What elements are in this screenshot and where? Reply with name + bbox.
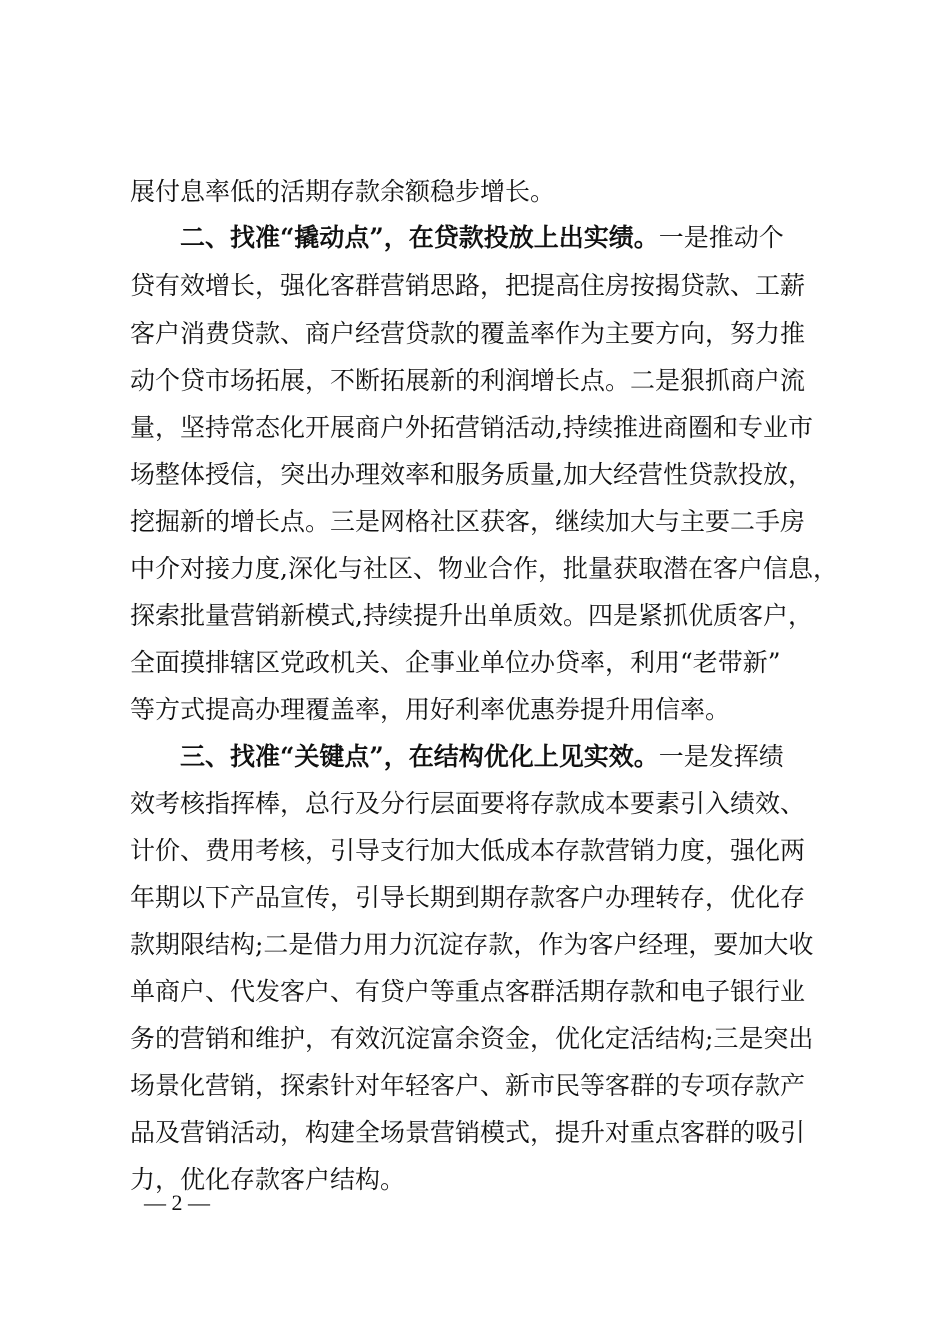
section-heading: 三、找准“关键点”，在结构优化上见实效。 [180,742,659,771]
section-heading: 二、找准“撬动点”，在贷款投放上出实绩。 [180,223,659,252]
text-line: 等方式提高办理覆盖率，用好利率优惠券提升用信率。 [130,695,731,724]
text-line: 动个贷市场拓展，不断拓展新的利润增长点。二是狠抓商户流 [130,366,806,395]
text-line: 展付息率低的活期存款余额稳步增长。 [130,177,556,206]
text-line: 场景化营销，探索针对年轻客户、新市民等客群的专项存款产 [130,1071,806,1100]
text-line: 量，坚持常态化开展商户外拓营销活动,持续推进商圈和专业市 [130,413,813,442]
text-line: 贷有效增长，强化客群营销思路，把提高住房按揭贷款、工薪 [130,271,806,300]
text-line: 客户消费贷款、商户经营贷款的覆盖率作为主要方向，努力推 [130,319,806,348]
text-line: 单商户、代发客户、有贷户等重点客群活期存款和电子银行业 [130,977,806,1006]
page-number: — 2 — [144,1190,210,1215]
text-line: 探索批量营销新模式,持续提升出单质效。四是紧抓优质客户， [130,601,813,630]
text-line: 计价、费用考核，引导支行加大低成本存款营销力度，强化两 [130,836,806,865]
text-line: 年期以下产品宣传，引导长期到期存款客户办理转存，优化存 [130,883,806,912]
section-heading-line: 二、找准“撬动点”，在贷款投放上出实绩。一是推动个 [180,223,784,252]
text-line: 力，优化存款客户结构。 [130,1165,406,1194]
section-heading-line: 三、找准“关键点”，在结构优化上见实效。一是发挥绩 [180,742,784,771]
text-line: 务的营销和维护，有效沉淀富余资金，优化定活结构;三是突出 [130,1024,814,1053]
text-line: 品及营销活动，构建全场景营销模式，提升对重点客群的吸引 [130,1118,806,1147]
text-line: 场整体授信，突出办理效率和服务质量,加大经营性贷款投放， [130,460,813,489]
text-line: 效考核指挥棒，总行及分行层面要将存款成本要素引入绩效、 [130,789,806,818]
text-line: 中介对接力度,深化与社区、物业合作，批量获取潜在客户信息， [130,554,838,583]
text-line: 款期限结构;二是借力用力沉淀存款，作为客户经理，要加大收 [130,930,814,959]
text-line: 全面摸排辖区党政机关、企事业单位办贷率，利用“老带新” [130,648,781,677]
text-line: 挖掘新的增长点。三是网格社区获客，继续加大与主要二手房 [130,507,806,536]
